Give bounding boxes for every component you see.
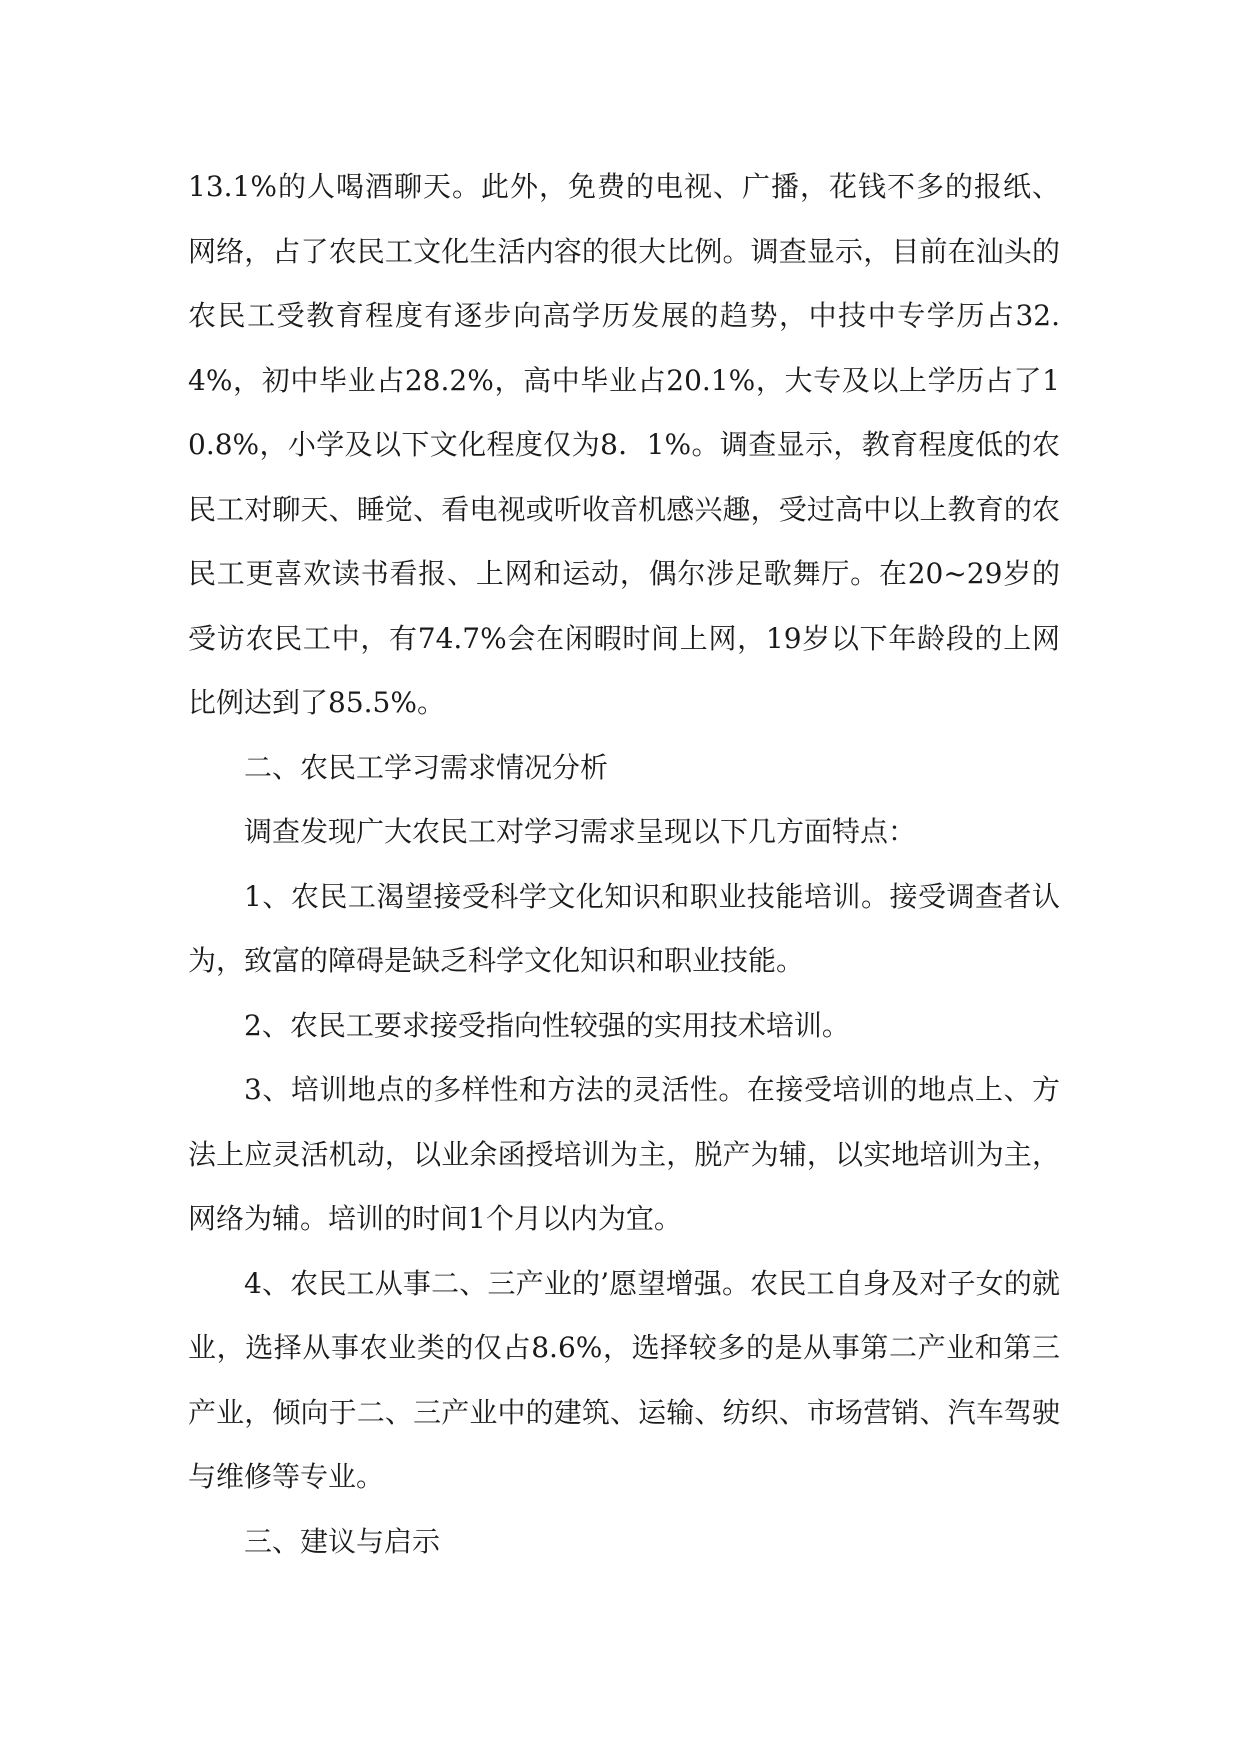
- section-heading-suggestions: 三、建议与启示: [244, 1524, 441, 1558]
- section-heading-learning-needs: 二、农民工学习需求情况分析: [244, 750, 609, 784]
- document-body: [188, 155, 1060, 1574]
- list-item-3: 3、培训地点的多样性和方法的灵活性。在接受培训的地点上、方法上应灵活机动，以业余函授培训为主，脱产为辅，以实地培训为主，网络为辅。培训的时间1个月以内为宜。: [188, 1073, 1060, 1235]
- paragraph-survey-stats: 13.1%的人喝酒聊天。此外，免费的电视、广播，花钱不多的报纸、网络，占了农民工文化生活内容的很大比例。调查显示，目前在汕头的农民工受教育程度有逐步向高学历发展的趋势，中技中专学历占32.4%，初中毕业占28.2%，高中毕业占20.1%，大专及以上学历占了10.8%，小学及以下文化程度仅为8．1%。调查显示，教育程度低的农民工对聊天、睡觉、看电视或听收音机感兴趣，受过高中以上教育的农民工更喜欢读书看报、上网和运动，偶尔涉足歌舞厅。在20~29岁的受访农民工中，有74.7%会在闲暇时间上网，19岁以下年龄段的上网比例达到了85.5%。: [188, 170, 1060, 719]
- list-item-4: 4、农民工从事二、三产业的’愿望增强。农民工自身及对子女的就业，选择从事农业类的仅占8.6%，选择较多的是从事第二产业和第三产业，倾向于二、三产业中的建筑、运输、纺织、市场营销、汽车驾驶与维修等专业。: [188, 1266, 1060, 1493]
- paragraph-intro-features: 调查发现广大农民工对学习需求呈现以下几方面特点：: [244, 815, 917, 848]
- list-item-2: 2、农民工要求接受指向性较强的实用技术培训。: [244, 1008, 850, 1042]
- list-item-1: 1、农民工渴望接受科学文化知识和职业技能培训。接受调查者认为，致富的障碍是缺乏科学文化知识和职业技能。: [188, 879, 1060, 977]
